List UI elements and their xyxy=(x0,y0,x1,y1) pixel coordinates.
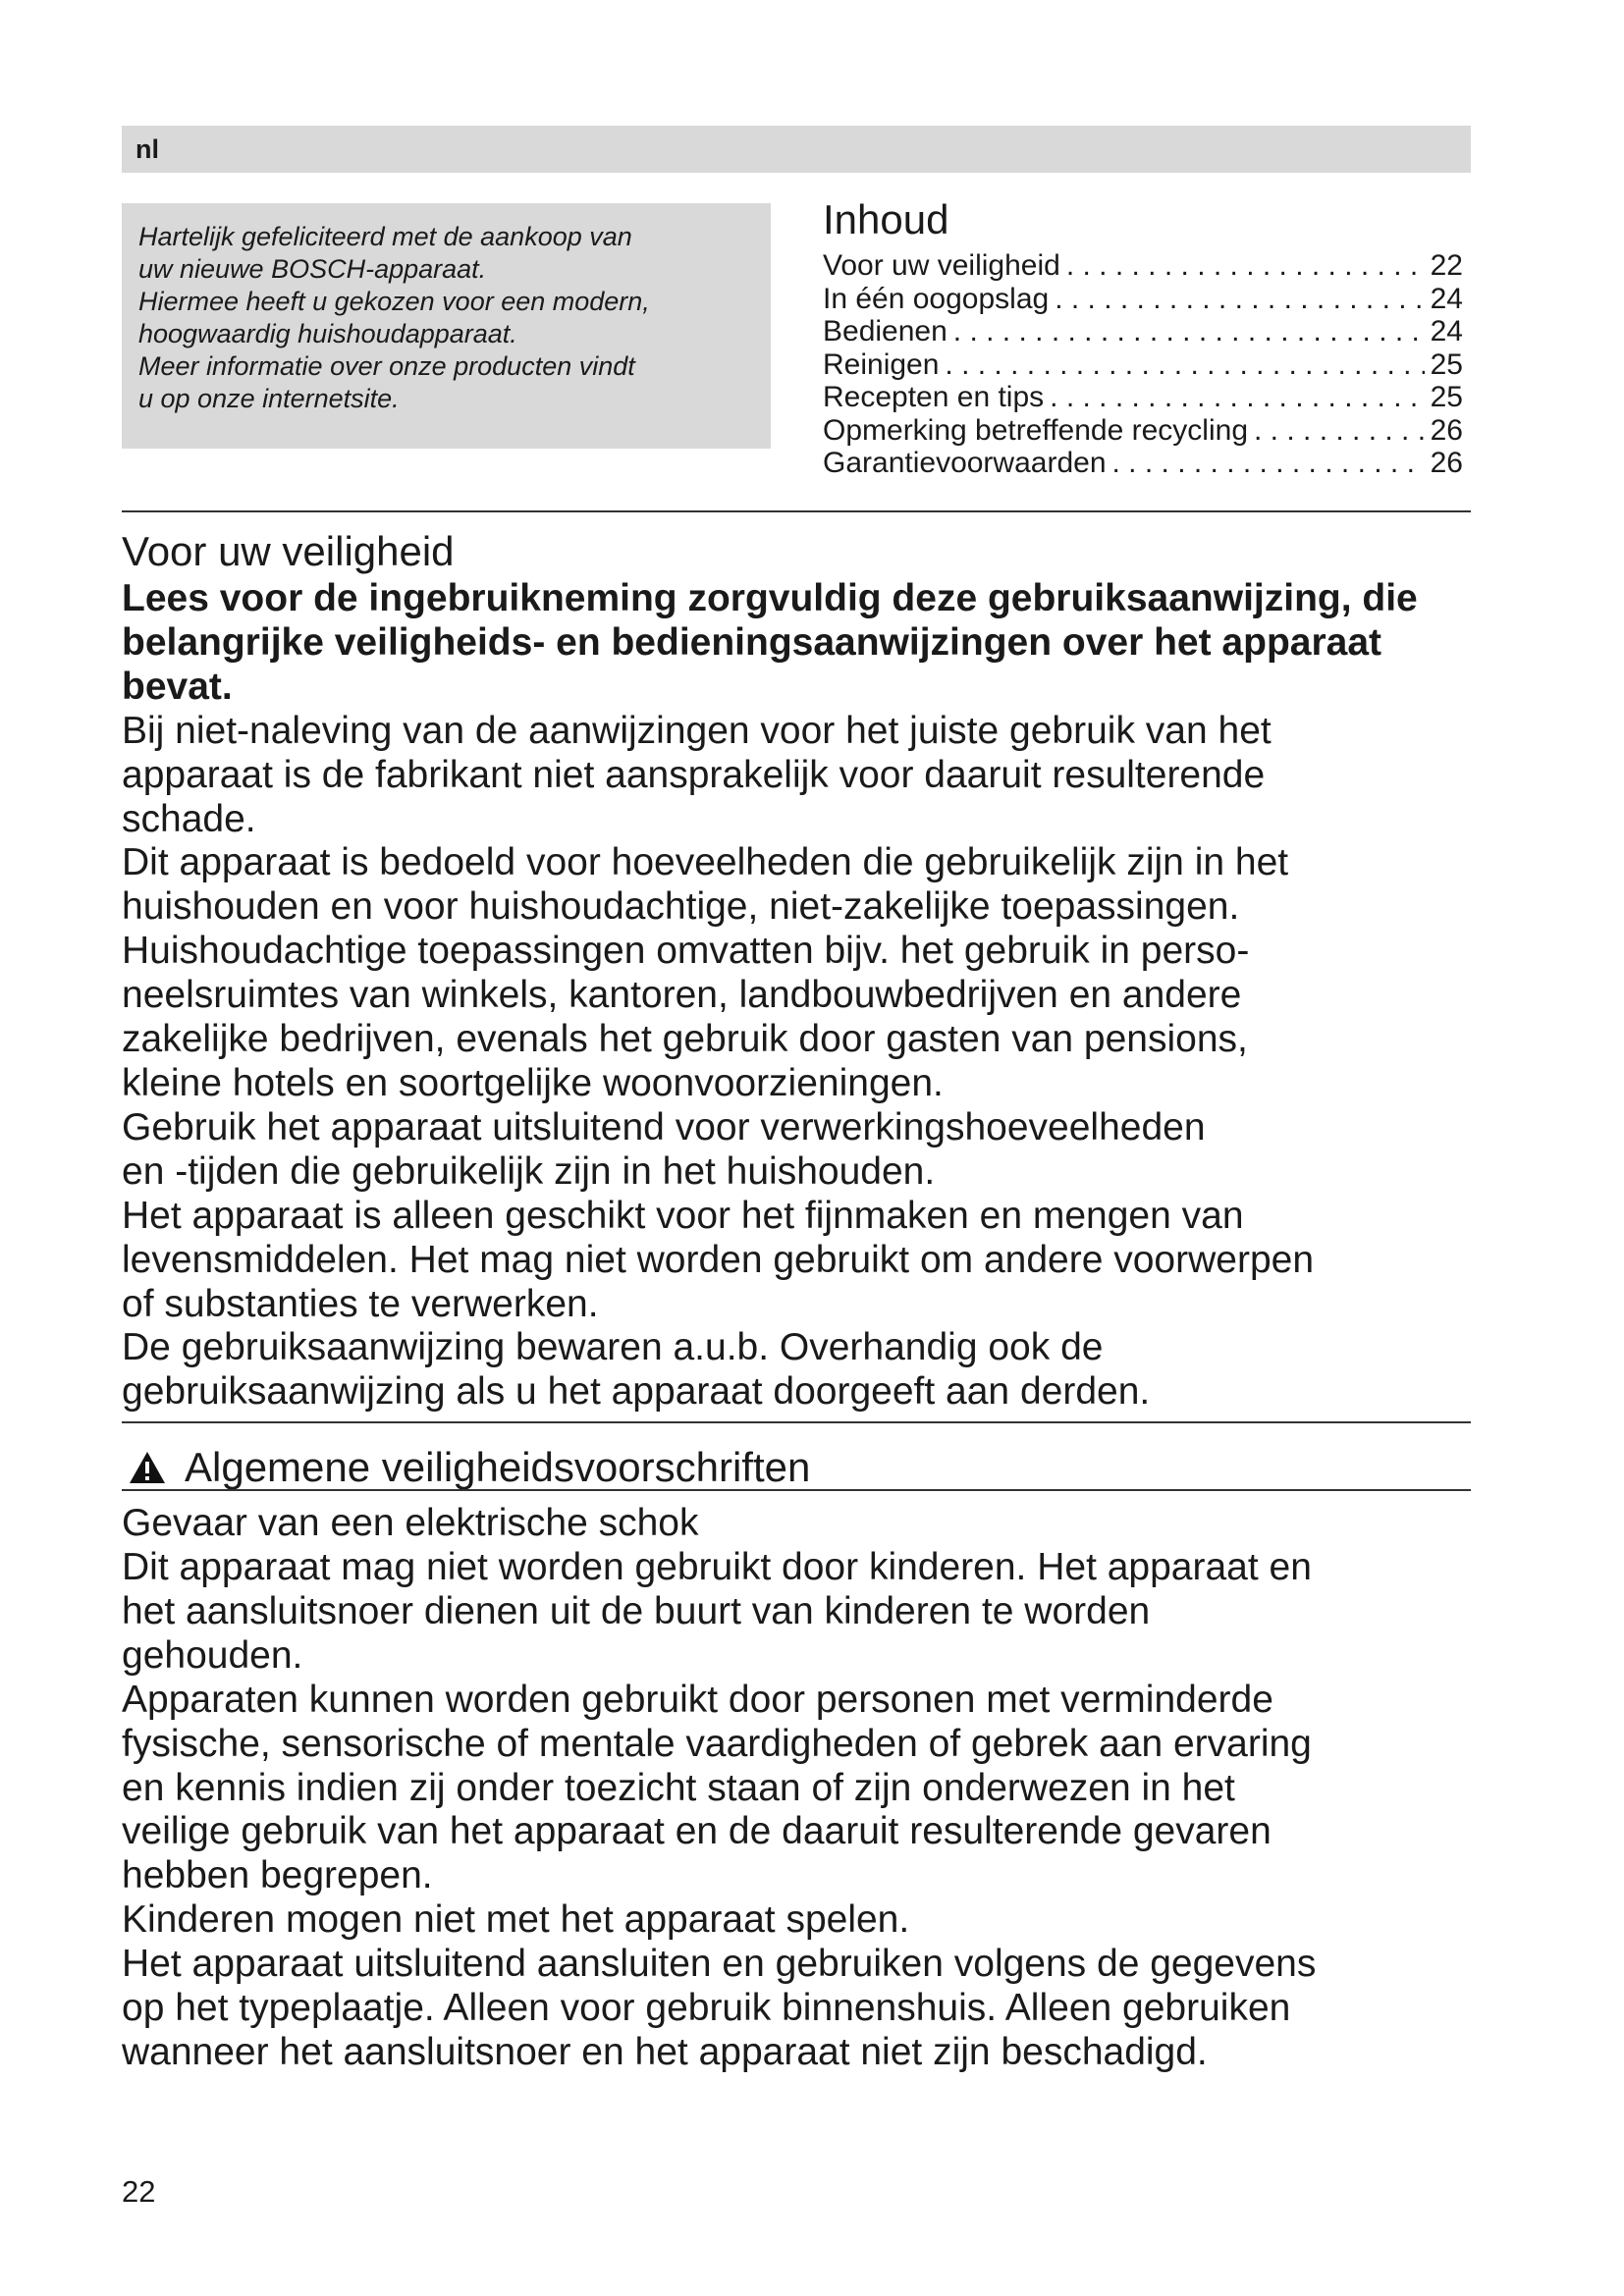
subheading: Gevaar van een elektrische schok xyxy=(122,1502,699,1544)
safety-line: en -tijden die gebruikelijk zijn in het huishouden. xyxy=(122,1149,936,1193)
toc-title: Inhoud xyxy=(823,196,949,242)
toc-item-page: 24 xyxy=(1430,282,1463,315)
general-line: het aansluitsnoer dienen uit de buurt van kinderen te worden xyxy=(122,1589,1151,1632)
safety-line: Huishoudachtige toepassingen omvatten bijv. het gebruik in perso- xyxy=(122,930,1250,973)
general-safety-heading xyxy=(122,1442,1471,1493)
section-title: Algemene veiligheidsvoorschriften xyxy=(185,1444,811,1490)
toc-item[interactable] xyxy=(823,249,1463,283)
toc-item-page: 22 xyxy=(1430,249,1463,282)
intro-box xyxy=(122,203,771,449)
general-line: op het typeplaatje. Alleen voor gebruik binnenshuis. Alleen gebruiken xyxy=(122,1987,1291,2030)
toc-item-label: Bedienen xyxy=(823,315,947,347)
section-title: Voor uw veiligheid xyxy=(122,528,455,574)
language-bar xyxy=(122,126,1471,173)
section-divider xyxy=(122,510,1471,512)
intro-line: Hiermee heeft u gekozen voor een modern, xyxy=(138,287,650,316)
safety-line: apparaat is de fabrikant niet aansprakelijk voor daaruit resulterende xyxy=(122,753,1266,796)
safety-line: huishouden en voor huishoudachtige, niet-zakelijke toepassingen. xyxy=(122,885,1240,929)
toc-item[interactable] xyxy=(823,348,1463,382)
safety-section xyxy=(122,526,1487,1415)
toc-item-page: 26 xyxy=(1430,447,1463,479)
intro-line: uw nieuwe BOSCH-apparaat. xyxy=(138,254,487,284)
toc-item-page: 24 xyxy=(1430,315,1463,347)
intro-line: hoogwaardig huishoudapparaat. xyxy=(138,319,517,348)
warning-triangle-icon xyxy=(128,1450,167,1485)
safety-line: Dit apparaat is bedoeld voor hoeveelheden die gebruikelijk zijn in het xyxy=(122,841,1289,884)
toc-item-label: Garantievoorwaarden xyxy=(823,447,1107,479)
general-line: gehouden. xyxy=(122,1633,303,1677)
safety-line: schade. xyxy=(122,797,256,840)
toc-item-label: Opmerking betreffende recycling xyxy=(823,413,1249,447)
table-of-contents xyxy=(823,194,1463,480)
intro-line: Hartelijk gefeliciteerd met de aankoop van xyxy=(138,222,632,251)
toc-item-label: Recepten en tips xyxy=(823,381,1045,413)
toc-item[interactable] xyxy=(823,381,1463,414)
general-line: veilige gebruik van het apparaat en de daaruit resulterende gevaren xyxy=(122,1810,1272,1853)
general-line: wanneer het aansluitsnoer en het apparaat niet zijn beschadigd. xyxy=(122,2030,1208,2073)
safety-line: zakelijke bedrijven, evenals het gebruik door gasten van pensions, xyxy=(122,1018,1248,1061)
intro-line: u op onze internetsite. xyxy=(138,384,400,413)
page-number: 22 xyxy=(122,2174,156,2209)
general-safety-section xyxy=(122,1501,1487,2075)
toc-item[interactable] xyxy=(823,414,1463,448)
section-divider xyxy=(122,1421,1471,1423)
general-line: Kinderen mogen niet met het apparaat spelen. xyxy=(122,1898,910,1942)
general-line: Dit apparaat mag niet worden gebruikt door kinderen. Het apparaat en xyxy=(122,1546,1312,1588)
safety-line: levensmiddelen. Het mag niet worden gebruikt om andere voorwerpen xyxy=(122,1238,1315,1281)
safety-line: De gebruiksaanwijzing bewaren a.u.b. Overhandig ook de xyxy=(122,1326,1104,1369)
toc-item[interactable] xyxy=(823,315,1463,348)
general-line: fysische, sensorische of mentale vaardigheden of gebrek aan ervaring xyxy=(122,1722,1312,1765)
safety-line: Gebruik het apparaat uitsluitend voor verwerkingshoeveelheden xyxy=(122,1105,1206,1148)
safety-bold-paragraph: Lees voor de ingebruikneming zorgvuldig deze gebruiksaanwijzing, die belangrijke veiligheids- en bedieningsaanwijzingen over het apparaat bevat. xyxy=(122,577,1418,708)
safety-line: neelsruimtes van winkels, kantoren, landbouwbedrijven en andere xyxy=(122,974,1242,1017)
general-line: Het apparaat uitsluitend aansluiten en gebruiken volgens de gegevens xyxy=(122,1943,1317,1986)
toc-item-page: 25 xyxy=(1430,381,1463,413)
safety-line: kleine hotels en soortgelijke woonvoorzieningen. xyxy=(122,1061,944,1104)
general-line: en kennis indien zij onder toezicht staan of zijn onderwezen in het xyxy=(122,1766,1235,1809)
section-divider xyxy=(122,1489,1471,1491)
safety-line: of substanties te verwerken. xyxy=(122,1282,599,1325)
intro-line: Meer informatie over onze producten vindt xyxy=(138,351,635,381)
toc-item-label: Reinigen xyxy=(823,347,940,381)
safety-line: Het apparaat is alleen geschikt voor het fijnmaken en mengen van xyxy=(122,1194,1244,1237)
toc-item[interactable] xyxy=(823,283,1463,316)
safety-line: gebruiksaanwijzing als u het apparaat doorgeeft aan derden. xyxy=(122,1370,1151,1414)
toc-item-label: In één oogopslag xyxy=(823,282,1050,315)
language-code: nl xyxy=(135,134,159,164)
toc-item[interactable] xyxy=(823,447,1463,480)
toc-item-label: Voor uw veiligheid xyxy=(823,249,1060,282)
toc-item-page: 26 xyxy=(1430,413,1463,447)
toc-item-page: 25 xyxy=(1430,347,1463,381)
general-line: Apparaten kunnen worden gebruikt door personen met verminderde xyxy=(122,1678,1273,1721)
general-line: hebben begrepen. xyxy=(122,1854,433,1897)
safety-line: Bij niet-naleving van de aanwijzingen voor het juiste gebruik van het xyxy=(122,709,1272,752)
